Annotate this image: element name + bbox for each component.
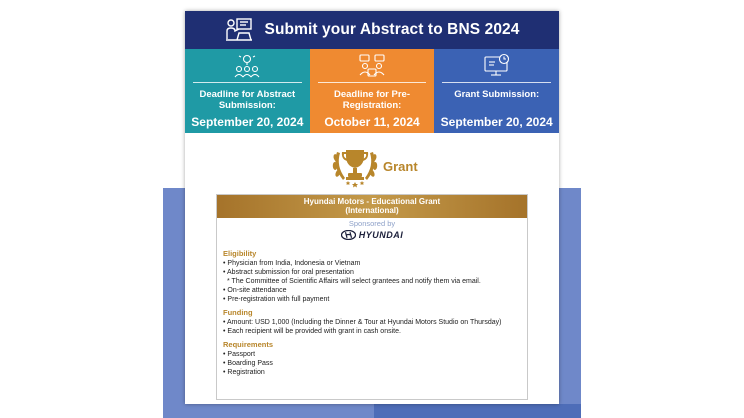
grant-details-body	[217, 241, 527, 377]
requirements-item: • Boarding Pass	[223, 360, 273, 367]
deadline-label: Grant Submission:	[454, 89, 540, 100]
deadline-row	[185, 49, 559, 133]
eligibility-item: • Physician from India, Indonesia or Vietnam	[223, 260, 361, 267]
grant-title-line1: Hyundai Motors - Educational Grant	[303, 197, 441, 206]
eligibility-item: • Pre-registration with full payment	[223, 296, 330, 303]
group-chat-icon	[357, 53, 387, 79]
deadline-label: Deadline for Pre-Registration:	[333, 89, 411, 111]
background-panel-bottom-dark	[374, 404, 581, 418]
eligibility-note: * The Committee of Scientific Affairs will select grantees and notify them via email.	[227, 278, 481, 285]
trophy-laurel-icon	[329, 142, 381, 188]
requirements-item: • Registration	[223, 369, 265, 376]
deadline-pre-registration	[310, 49, 435, 133]
poster-title: Submit your Abstract to BNS 2024	[264, 21, 520, 38]
deadline-abstract	[185, 49, 310, 133]
eligibility-item: • Abstract submission for oral presentation	[223, 269, 354, 276]
people-idea-icon	[232, 53, 262, 79]
funding-heading: Funding	[223, 308, 253, 317]
grant-title-bar	[217, 195, 527, 218]
presenter-icon	[225, 17, 253, 43]
deadline-date: October 11, 2024	[324, 115, 420, 129]
requirements-item: • Passport	[223, 351, 256, 358]
deadline-divider	[442, 82, 551, 83]
sponsored-by-label: Sponsored by	[348, 219, 396, 228]
grant-title-line2: (International)	[345, 205, 399, 215]
monitor-clock-icon	[482, 53, 512, 79]
deadline-divider	[318, 82, 427, 83]
sponsor-name: HYUNDAI	[358, 230, 404, 240]
eligibility-heading: Eligibility	[223, 249, 257, 258]
deadline-label: Deadline for Abstract Submission:	[199, 89, 296, 111]
hyundai-logo-icon	[341, 230, 356, 240]
grant-heading: Grant	[383, 159, 418, 174]
eligibility-item: • On-site attendance	[223, 287, 287, 294]
deadline-grant	[434, 49, 559, 133]
funding-item: • Amount: USD 1,000 (Including the Dinner & Tour at Hyundai Motors Studio on Thursday)	[223, 319, 502, 326]
deadline-date: September 20, 2024	[191, 115, 304, 129]
deadline-date: September 20, 2024	[440, 115, 553, 129]
deadline-divider	[193, 82, 302, 83]
sponsor-logo	[217, 229, 527, 241]
poster-header	[185, 11, 559, 49]
requirements-heading: Requirements	[223, 340, 274, 349]
grant-details-box	[216, 194, 528, 400]
funding-item: • Each recipient will be provided with grant in cash onsite.	[223, 328, 401, 335]
abstract-poster	[185, 11, 559, 404]
